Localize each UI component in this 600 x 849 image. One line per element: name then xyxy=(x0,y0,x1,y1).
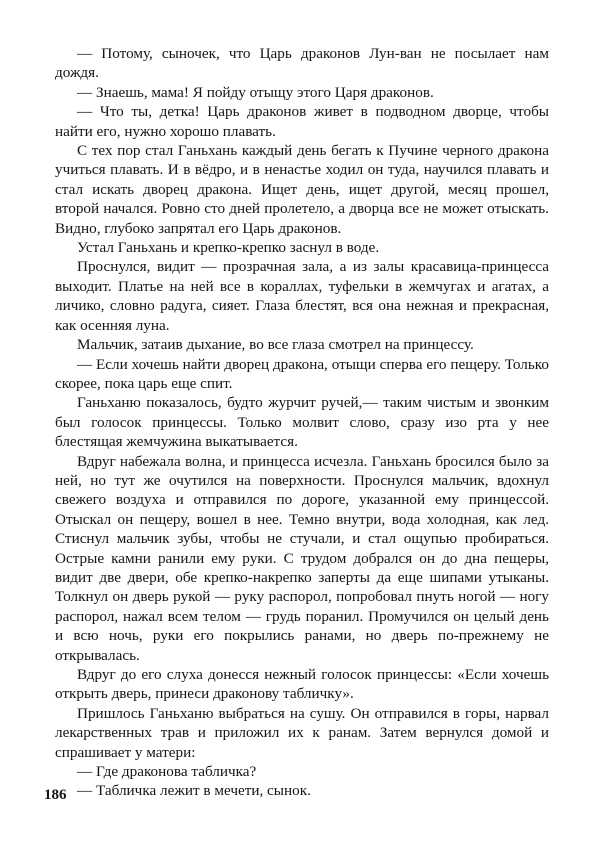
paragraph: — Если хочешь найти дворец дракона, отыщи сперва его пещеру. Только скорее, пока царь еще спит. xyxy=(55,355,549,392)
paragraph: Устал Ганьхань и крепко-крепко заснул в воде. xyxy=(77,239,380,257)
paragraph: — Потому, сыночек, что Царь драконов Лун-ван не посылает нам дождя. xyxy=(55,45,549,82)
paragraph: — Знаешь, мама! Я пойду отыщу этого Царя драконов. xyxy=(77,83,434,101)
paragraph: — Табличка лежит в мечети, сынок. xyxy=(77,782,311,800)
paragraph: Вдруг набежала волна, и принцесса исчезла. Ганьхань бросился было за ней, но тут же очутился на поверхности. Проснулся мальчик, вдохнул свежего воздуха и отправился по дороге, указанной ему принцессой. Отыскал он пещеру, вошел в нее. Темно внутри, вода холодная, как лед. Стиснул мальчик зубы, чтобы не стучали, и стал ощупью пробираться. Острые камни ранили ему руки. С трудом добрался он до дна пещеры, видит две двери, обе крепко-накрепко заперты да еще шипами утыканы. Толкнул он дверь рукой — руку распорол, попробовал пнуть ногой — ногу распорол, нажал всем телом — грудь поранил. Промучился он целый день и всю ночь, руки его покрылись ранами, но дверь по-прежнему не открывалась. xyxy=(55,452,549,664)
paragraph: С тех пор стал Ганьхань каждый день бегать к Пучине черного дракона учиться плавать. И в вёдро, и в ненастье ходил он туда, научился плавать и стал искать дворец дракона. Ищет день, ищет другой, месяц прошел, второй начался. Ровно сто дней пролетело, а дворца все не может отыскать. Видно, глубоко запрятал его Царь драконов. xyxy=(55,142,549,237)
paragraph: — Где драконова табличка? xyxy=(77,763,257,781)
paragraph: Мальчик, затаив дыхание, во все глаза смотрел на принцессу. xyxy=(77,336,474,354)
page-number: 186 xyxy=(44,787,67,803)
paragraph: Вдруг до его слуха донесся нежный голосок принцессы: «Если хочешь открыть дверь, принеси драконову табличку». xyxy=(55,666,549,703)
paragraph: Пришлось Ганьханю выбраться на сушу. Он отправился в горы, нарвал лекарственных трав и приложил их к ранам. Затем вернулся домой и спрашивает у матери: xyxy=(55,704,549,761)
paragraph: Ганьханю показалось, будто журчит ручей,— таким чистым и звонким был голосок принцессы. Только молвит слово, сразу изо рта у нее блестящая жемчужина выкатывается. xyxy=(55,394,549,451)
paragraph: — Что ты, детка! Царь драконов живет в подводном дворце, чтобы найти его, нужно хорошо плавать. xyxy=(55,103,549,140)
paragraph: Проснулся, видит — прозрачная зала, а из залы красавица-принцесса выходит. Платье на ней все в кораллах, туфельки в жемчугах и агатах, а личико, словно радуга, сияет. Глаза блестят, вся она нежная и прекрасная, как осенняя луна. xyxy=(55,258,549,334)
page-text-column xyxy=(55,44,549,801)
